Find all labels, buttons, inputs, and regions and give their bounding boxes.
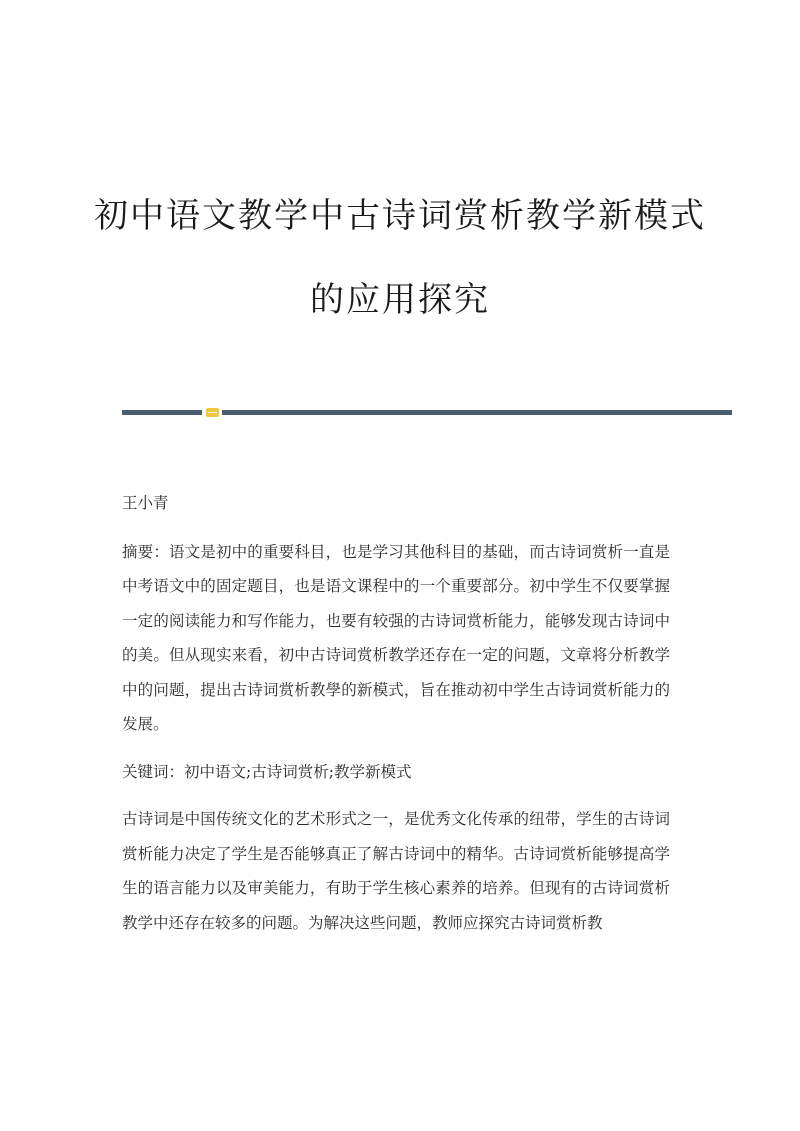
body-paragraph: 古诗词是中国传统文化的艺术形式之一，是优秀文化传承的纽带，学生的古诗词赏析能力决定了学生是否能够真正了解古诗词中的精华。古诗词赏析能够提高学生的语言能力以及审美能力，有助于学生核心素养的培养。但现有的古诗词赏析教学中还存在较多的问题。为解决这些问题，教师应探究古诗词赏析教 [122,810,670,932]
document-title-line-1: 初中语文教学中古诗词赏析教学新模式 [94,196,706,236]
document-title-line-2: 的应用探究 [310,280,490,320]
document-body [122,486,670,953]
abstract-paragraph: 摘要：语文是初中的重要科目，也是学习其他科目的基础，而古诗词赏析一直是中考语文中的固定题目，也是语文课程中的一个重要部分。初中学生不仅要掌握一定的阅读能力和写作能力，也要有较强的古诗词赏析能力，能够发现古诗词中的美。但从现实来看，初中古诗词赏析教学还存在一定的问题，文章将分析教学中的问题，提出古诗词赏析教學的新模式，旨在推动初中学生古诗词赏析能力的发展。 [122,542,670,733]
author-name: 王小青 [122,494,169,512]
divider-bar-right [222,410,732,415]
book-icon [206,408,219,417]
title-divider [122,408,732,416]
divider-bar-left [122,410,202,415]
keywords-paragraph: 关键词：初中语文;古诗词赏析;教学新模式 [122,762,412,781]
